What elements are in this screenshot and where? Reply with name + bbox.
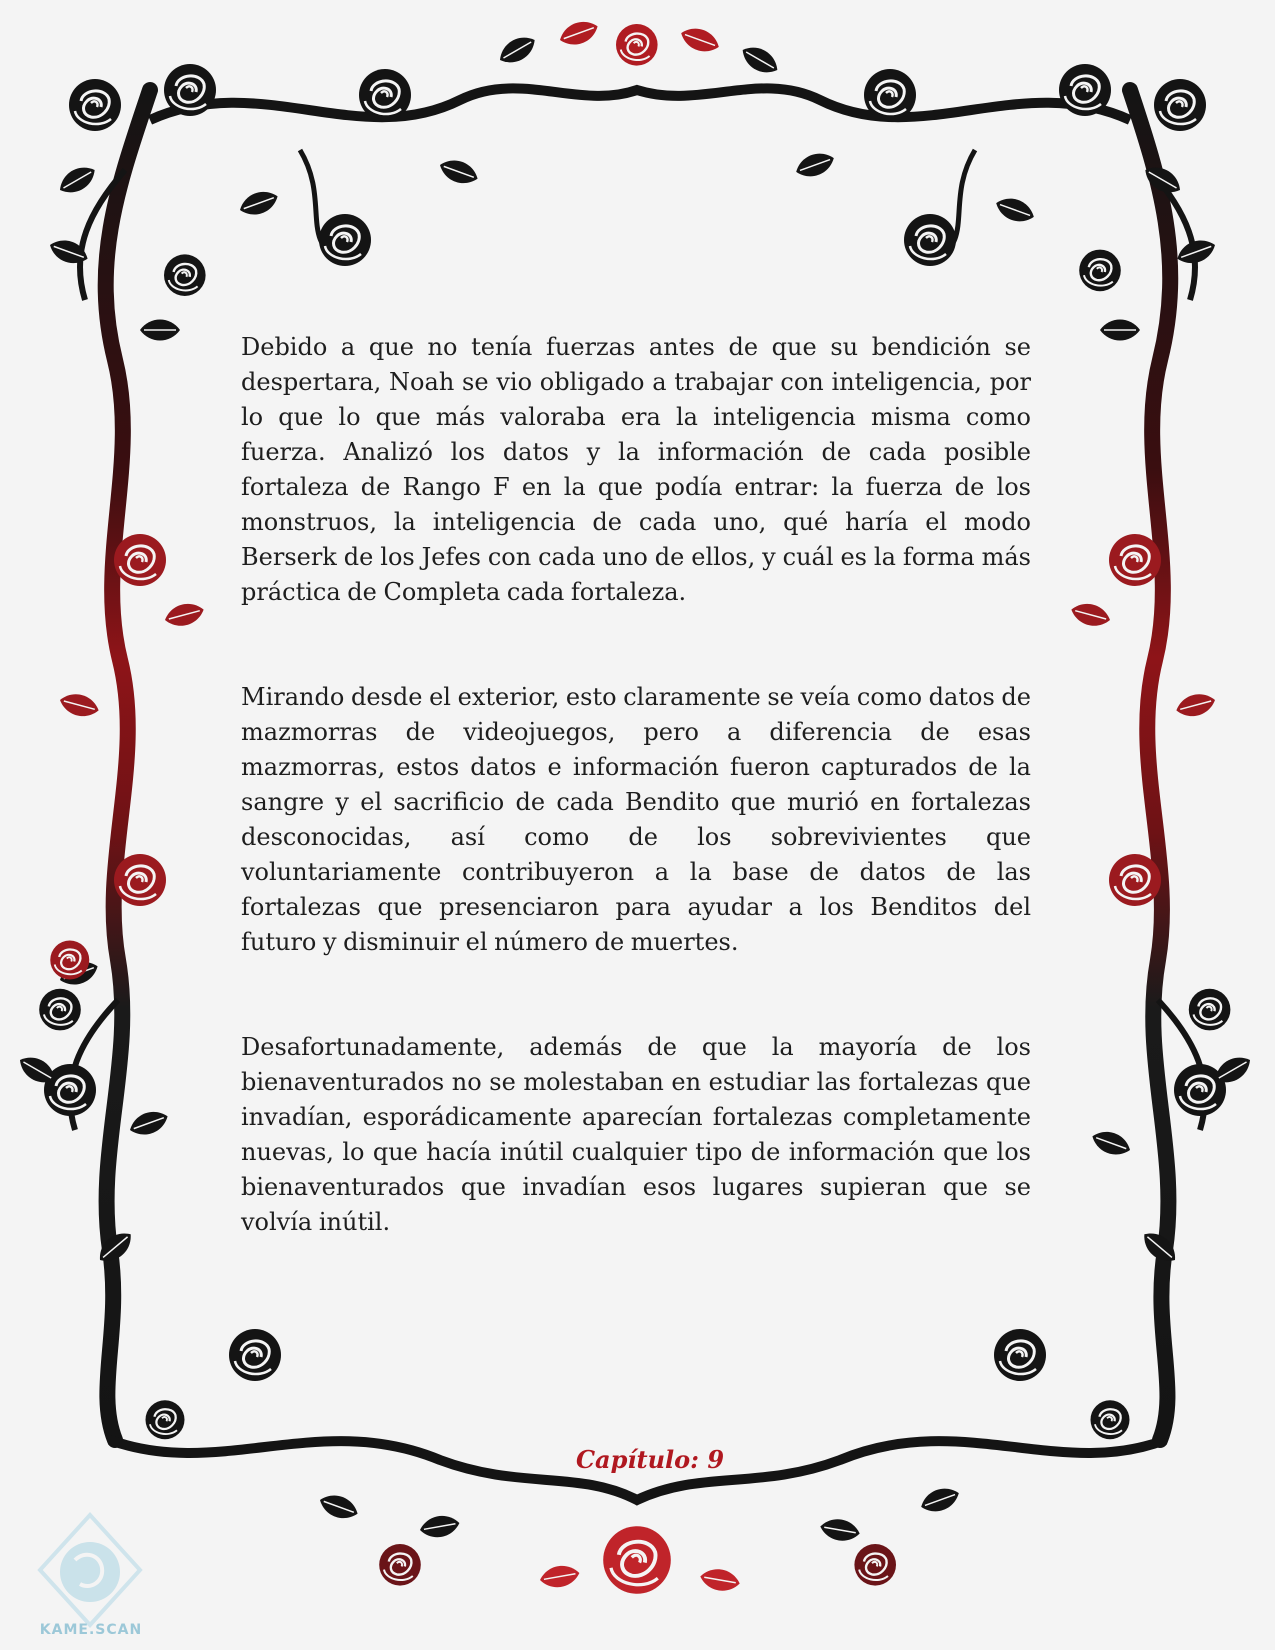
- paragraph-3: Desafortunadamente, además de que la mayoría de los bienaventurados no se molestaban en estudiar las fortalezas que invadían, esporádicamente aparecían fortalezas completamente nuevas, lo que hacía inútil cualquier tipo de información que los bienaventurados que invadían esos lugares supieran que se volvía inútil.: [241, 1033, 1031, 1236]
- top-vine: [150, 16, 1130, 266]
- left-vine: [15, 79, 207, 1440]
- chapter-label: Capítulo: 9: [575, 1445, 725, 1474]
- watermark-text: KAME.SCAN: [39, 1622, 143, 1638]
- paragraph-1: Debido a que no tenía fuerzas antes de que su bendición se despertara, Noah se vio obligado a trabajar con inteligencia, por lo que lo que más valoraba era la inteligencia misma como fuerza. Analizó los datos y la información de cada posible fortaleza de Rango F en la que podía entrar: la fuerza de los monstruos, la inteligencia de cada uno, qué haría el modo Berserk de los Jefes con cada uno de ellos, y cuál es la forma más práctica de Completa cada fortaleza.: [241, 333, 1031, 606]
- watermark-logo: [30, 1510, 150, 1640]
- paragraph-2: Mirando desde el exterior, esto claramente se veía como datos de mazmorras de videojuegos, pero a diferencia de esas mazmorras, estos datos e información fueron capturados de la sangre y el sacrificio de cada Bendito que murió en fortalezas desconocidas, así como de los sobrevivientes que voluntariamente contribuyeron a la base de datos de las fortalezas que presenciaron para ayudar a los Benditos del futuro y disminuir el número de muertes.: [241, 683, 1031, 956]
- right-vine: [1069, 79, 1256, 1440]
- chapter-text: [241, 330, 1031, 1240]
